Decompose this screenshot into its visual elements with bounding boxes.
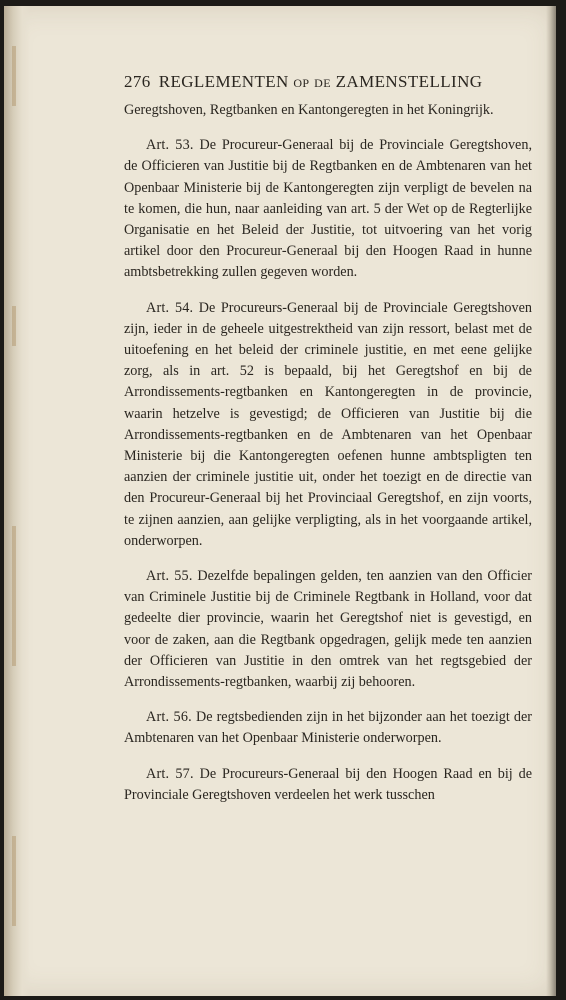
article-label: Art. 57. — [146, 765, 194, 782]
article-label: Art. 53. — [146, 137, 194, 154]
running-title — [159, 72, 483, 92]
article-55 — [124, 566, 532, 693]
article-54 — [124, 298, 532, 552]
gutter-stain — [12, 46, 16, 106]
running-head — [124, 72, 532, 92]
gutter-stain — [12, 526, 16, 666]
article-text: De Procureurs-Generaal bij den Hoogen Raad en bij de Provinciale Geregtshoven verdeelen het werk tusschen — [124, 765, 533, 803]
text-block — [124, 72, 532, 820]
body-text — [124, 100, 532, 806]
article-text: De Procureur-Generaal bij de Provinciale Geregtshoven, de Officieren van Justitie bij de Regtbanken en de Ambtenaren van het Openbaar Ministerie bij de Kantongeregten zijn verpligt de bevelen na te komen, die hun, naar aanleiding van art. 5 der Wet op de Regterlijke Organisatie en het Beleid der Justitie, tot uitvoering van het vorig artikel door den Procureur-Generaal bij den Hoogen Raad in hunne ambtsbetrekking zullen gegeven worden. — [124, 137, 532, 281]
running-title-word: DE — [314, 76, 331, 90]
page-edge — [546, 6, 556, 996]
running-title-word: ZAMENSTELLING — [335, 72, 483, 91]
article-label: Art. 54. — [146, 299, 194, 316]
article-text: De Procureurs-Generaal bij de Provinciale Geregtshoven zijn, ieder in de geheele uitgestrektheid van zijn ressort, belast met de uitoefening en het beleid der criminele justitie, en met eene gelijke zorg, als in art. 52 is bepaald, bij het Geregtshof en bij de Arrondissements-regtbanken en Kantongeregten in de provincie, waarin hetzelve is gevestigd; de Officieren van Justitie bij die Arrondissements-regtbanken en de Ambtenaren van het Openbaar Ministerie bij die Kantongeregten oefenen hunne ambtspligten ten aanzien der criminele justitie uit, onder het toezigt en de directie van den Procureur-Generaal bij het Provinciaal Geregtshof, en zijn voorts, te zijnen aanzien, aan gelijke verpligting, als in het voorgaande artikel, onderworpen. — [124, 299, 532, 549]
article-text: Dezelfde bepalingen gelden, ten aanzien van den Officier van Criminele Justitie bij de Criminele Regtbank in Holland, voor dat gedeelte dier provincie, waarin het Geregtshof niet is gevestigd, en voor de zaken, aan die Regtbank opgedragen, gelijk mede ten aanzien der Officieren van Justitie in den omtrek van het regtsgebied der Arrondissements-regtbanken, waarbij zij behooren. — [124, 568, 533, 691]
paragraph-text: Geregtshoven, Regtbanken en Kantongeregten in het Koningrijk. — [124, 102, 494, 118]
article-text: De regtsbedienden zijn in het bijzonder aan het toezigt der Ambtenaren van het Openbaar Ministerie onderworpen. — [124, 709, 533, 747]
running-title-word: REGLEMENTEN — [158, 72, 289, 91]
article-label: Art. 55. — [146, 568, 193, 585]
article-56 — [124, 707, 532, 749]
article-53 — [124, 135, 532, 283]
gutter-stain — [12, 306, 16, 346]
gutter-stain — [12, 836, 16, 926]
running-title-word: OP — [293, 76, 310, 90]
article-57 — [124, 764, 532, 806]
article-label: Art. 56. — [146, 709, 192, 726]
page-number: 276 — [124, 72, 151, 91]
page-gutter — [4, 6, 30, 996]
paragraph-continuation — [124, 100, 532, 121]
